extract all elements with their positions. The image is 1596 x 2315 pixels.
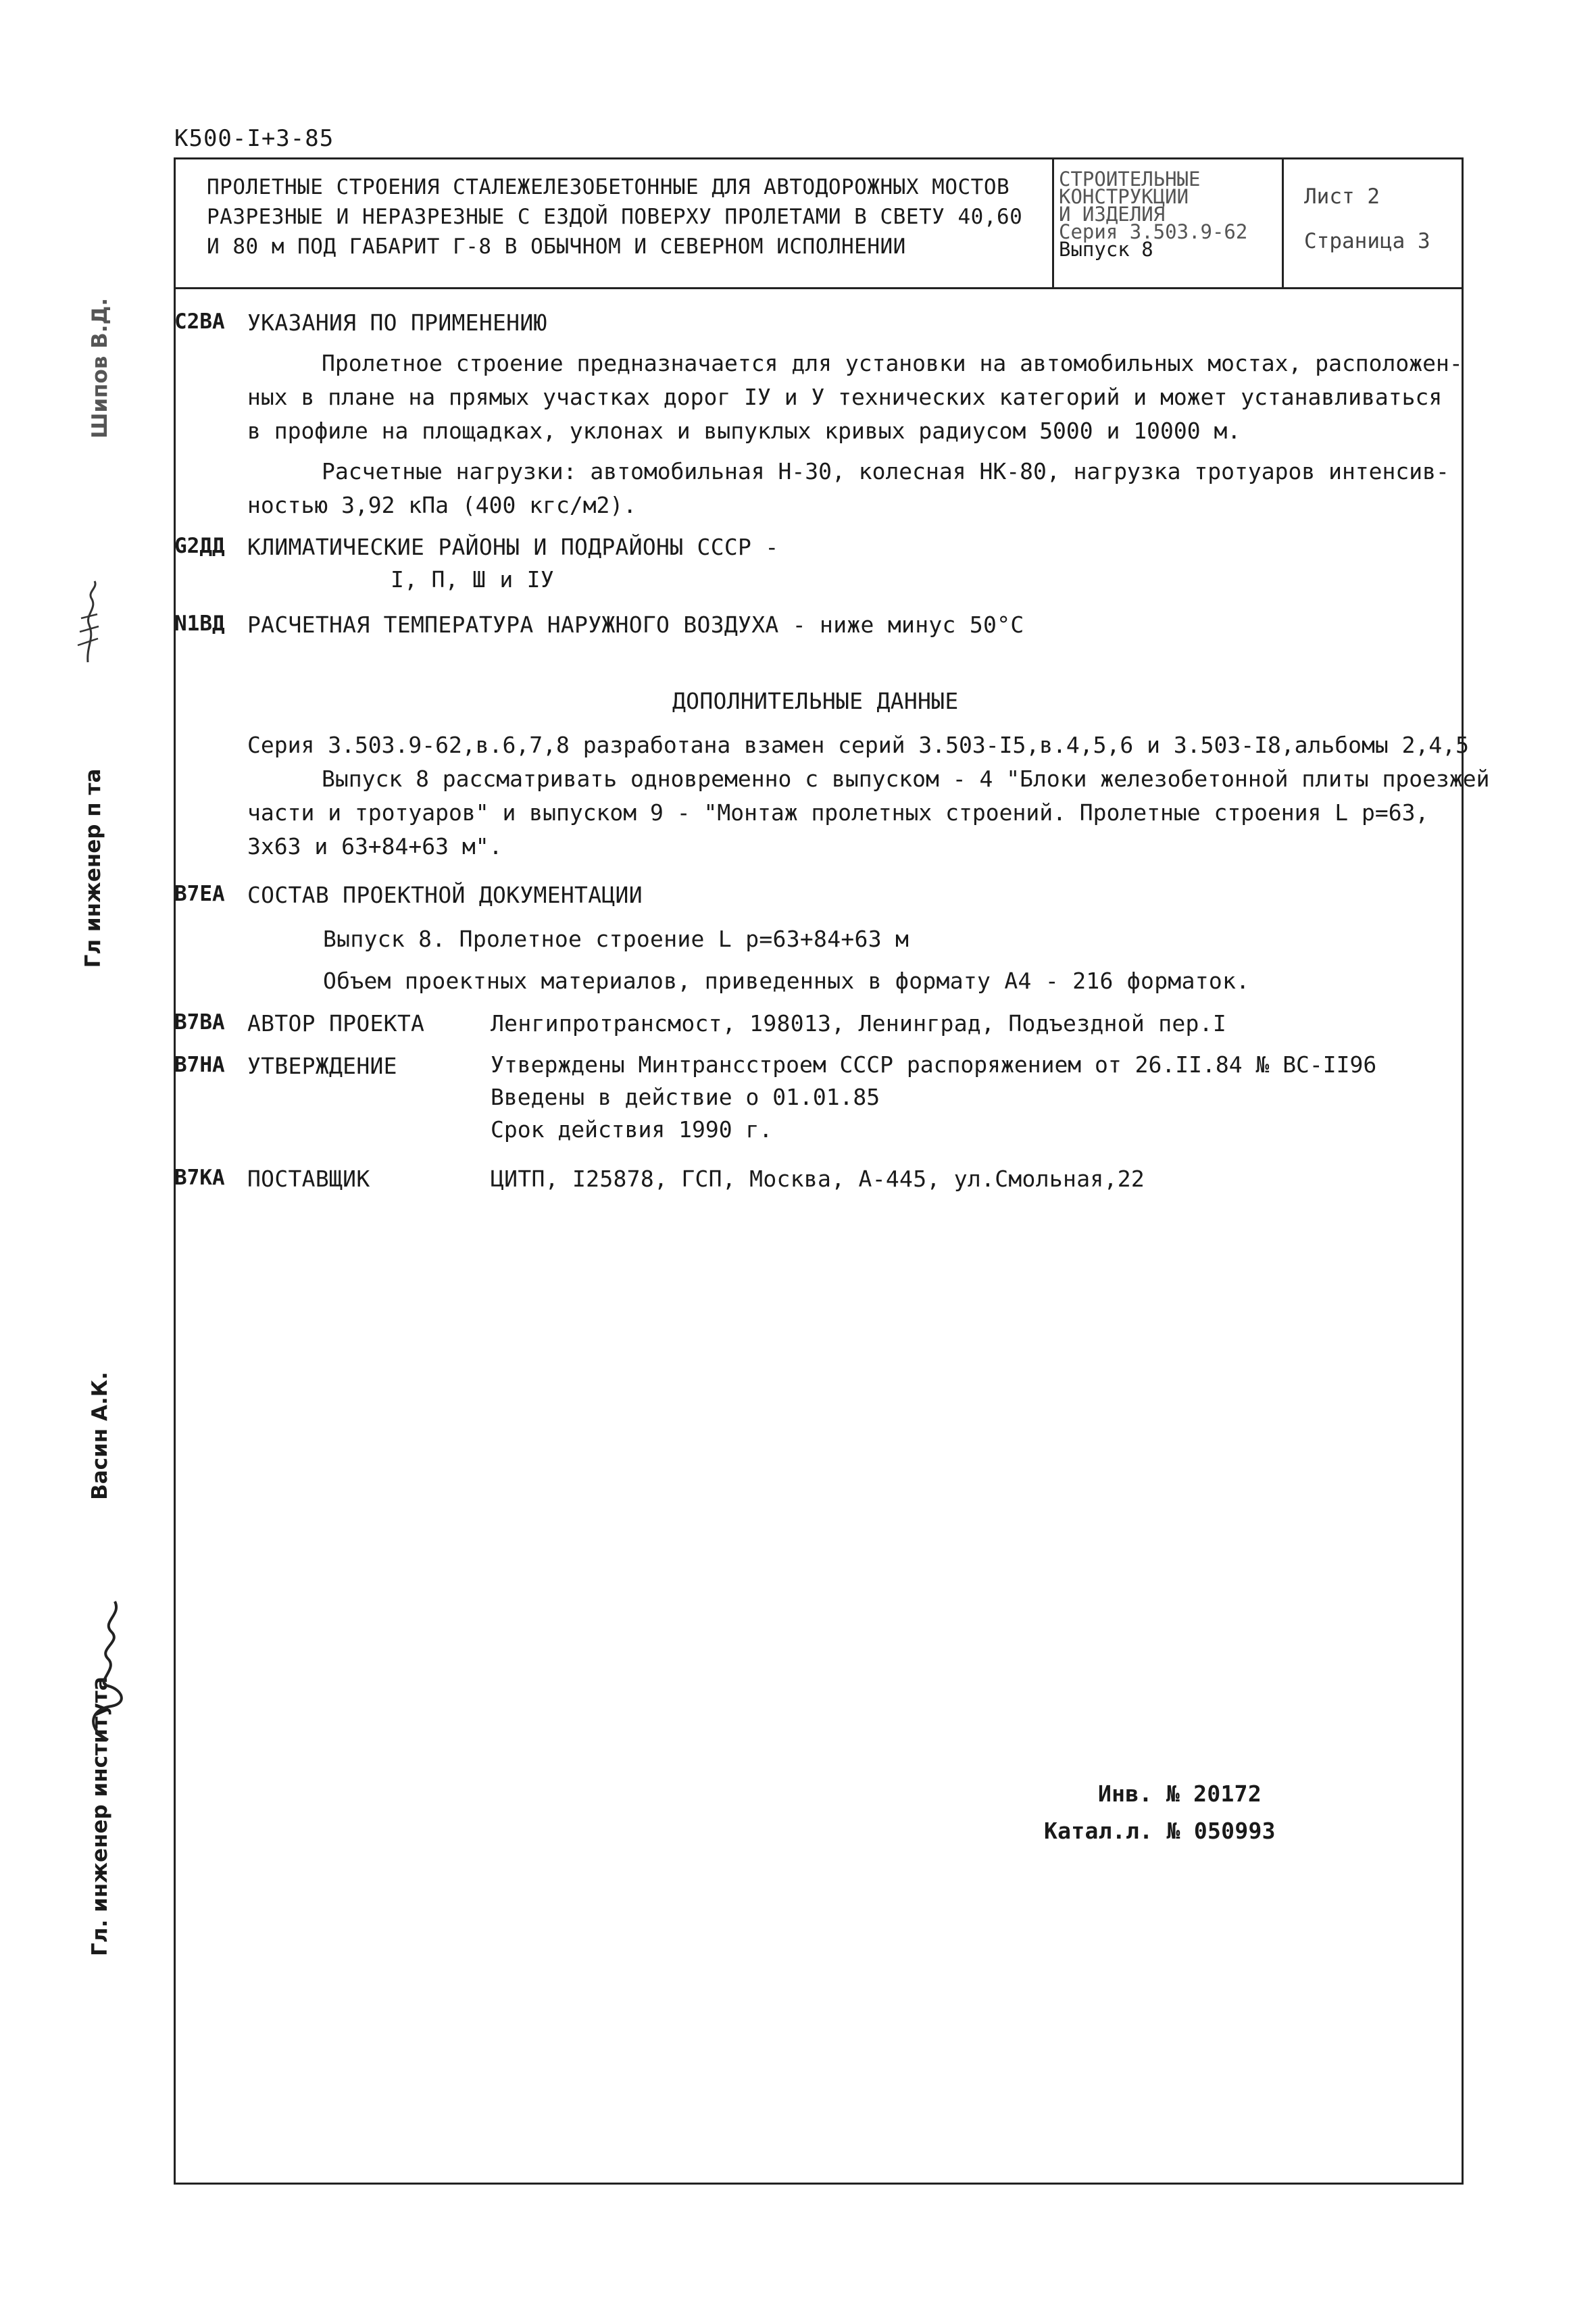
header-series-line: Выпуск 8	[1059, 238, 1153, 261]
temperature-text: РАСЧЕТНАЯ ТЕМПЕРАТУРА НАРУЖНОГО ВОЗДУХА - ниже минус 50°С	[247, 612, 1024, 638]
inventory-number: Инв. № 20172	[1098, 1781, 1262, 1807]
text-line: Утверждены Минтрансстроем СССР распоряжением от 26.II.84 № ВС-II96	[491, 1051, 1377, 1078]
approval-text	[491, 1049, 1376, 1146]
text-line: части и тротуаров" и выпуском 9 - "Монтаж пролетных строений. Пролетные строения L р=63,	[247, 799, 1429, 826]
page-number: Страница 3	[1304, 229, 1430, 253]
margin-role-2: Гл. инженер института	[88, 1676, 112, 1956]
section-title: ПОСТАВЩИК	[247, 1166, 370, 1192]
margin-name-2: Васин А.К.	[88, 1372, 112, 1500]
header-series-block	[1059, 168, 1248, 261]
text-line: 3х63 и 63+84+63 м".	[247, 833, 503, 860]
section-title: КЛИМАТИЧЕСКИЕ РАЙОНЫ И ПОДРАЙОНЫ СССР -	[247, 534, 779, 560]
header-divider-left	[1052, 157, 1054, 289]
section-title: УТВЕРЖДЕНИЕ	[247, 1053, 397, 1079]
header-divider-right	[1282, 157, 1284, 289]
extra-data-title: ДОПОЛНИТЕЛЬНЫЕ ДАННЫЕ	[672, 688, 959, 714]
section-code: В7ЕА	[174, 882, 225, 906]
sheet-number: Лист 2	[1304, 184, 1380, 209]
section-code: В7НА	[174, 1053, 225, 1077]
header-title-line: РАЗРЕЗНЫЕ И НЕРАЗРЕЗНЫЕ С ЕЗДОЙ ПОВЕРХУ ПРОЛЕТАМИ В СВЕТУ 40,60	[207, 205, 1023, 229]
climate-regions: I, П, Ш и IУ	[391, 566, 555, 593]
text-line: Выпуск 8 рассматривать одновременно с выпуском - 4 "Блоки железобетонной плиты проезжей	[322, 766, 1490, 792]
section-title: СОСТАВ ПРОЕКТНОЙ ДОКУМЕНТАЦИИ	[247, 882, 643, 908]
text-line: Введены в действие о 01.01.85	[491, 1084, 880, 1110]
text-line: в профиле на площадках, уклонах и выпуклых кривых радиусом 5000 и 10000 м.	[247, 418, 1241, 444]
section-code: С2ВА	[174, 309, 225, 334]
text-line: Срок действия 1990 г.	[491, 1116, 773, 1143]
composition-line: Выпуск 8. Пролетное строение L р=63+84+63 м	[323, 926, 909, 952]
text-line: Расчетные нагрузки: автомобильная Н-30, колесная НК-80, нагрузка тротуаров интенсив-	[322, 458, 1449, 484]
composition-line: Объем проектных материалов, приведенных в формату А4 - 216 форматок.	[323, 968, 1250, 994]
header-series-line: СТРОИТЕЛЬНЫЕ	[1059, 168, 1201, 191]
header-title-line: ПРОЛЕТНЫЕ СТРОЕНИЯ СТАЛЕЖЕЛЕЗОБЕТОННЫЕ ДЛЯ АВТОДОРОЖНЫХ МОСТОВ	[207, 175, 1010, 199]
header-divider	[174, 287, 1464, 289]
signature-1-icon	[68, 578, 108, 666]
text-line: ных в плане на прямых участках дорог IУ и У технических категорий и может устанавливаться	[247, 384, 1443, 410]
section-code: В7ВА	[174, 1010, 225, 1035]
supplier-value: ЦИТП, I25878, ГСП, Москва, А-445, ул.Смольная,22	[491, 1166, 1145, 1192]
margin-name-1: Шипов В.Д.	[88, 298, 112, 439]
section-title: АВТОР ПРОЕКТА	[247, 1010, 425, 1037]
text-line: ностью 3,92 кПа (400 кгс/м2).	[247, 492, 637, 518]
header-series-line: Серия 3.503.9-62	[1059, 220, 1248, 243]
header-sheet-block	[1304, 174, 1430, 264]
catalog-number: Катал.л. № 050993	[1044, 1818, 1276, 1844]
section-code: В7КА	[174, 1166, 225, 1190]
usage-paragraph-1	[247, 347, 1463, 448]
header-title-line: И 80 м ПОД ГАБАРИТ Г-8 В ОБЫЧНОМ И СЕВЕРНОМ ИСПОЛНЕНИИ	[207, 234, 906, 259]
margin-role-1: Гл инженер п та	[81, 768, 105, 968]
extra-data-text	[247, 728, 1490, 864]
section-title: УКАЗАНИЯ ПО ПРИМЕНЕНИЮ	[247, 309, 547, 336]
author-value: Ленгипротрансмост, 198013, Ленинград, Подъездной пер.I	[491, 1010, 1227, 1037]
usage-paragraph-2	[247, 455, 1449, 522]
header-title	[207, 172, 1022, 262]
section-code: G2ДД	[174, 534, 225, 558]
header-series-line: И ИЗДЕЛИЯ	[1059, 203, 1166, 226]
header-series-line: КОНСТРУКЦИИ	[1059, 185, 1189, 208]
text-line: Пролетное строение предназначается для установки на автомобильных мостах, расположен-	[322, 350, 1463, 376]
document-code: К500-I+3-85	[174, 125, 334, 152]
signature-2-icon	[81, 1595, 135, 1743]
section-code: N1ВД	[174, 612, 225, 636]
text-line: Серия 3.503.9-62,в.6,7,8 разработана взамен серий 3.503-I5,в.4,5,6 и 3.503-I8,альбомы 2,4,5	[247, 732, 1469, 758]
